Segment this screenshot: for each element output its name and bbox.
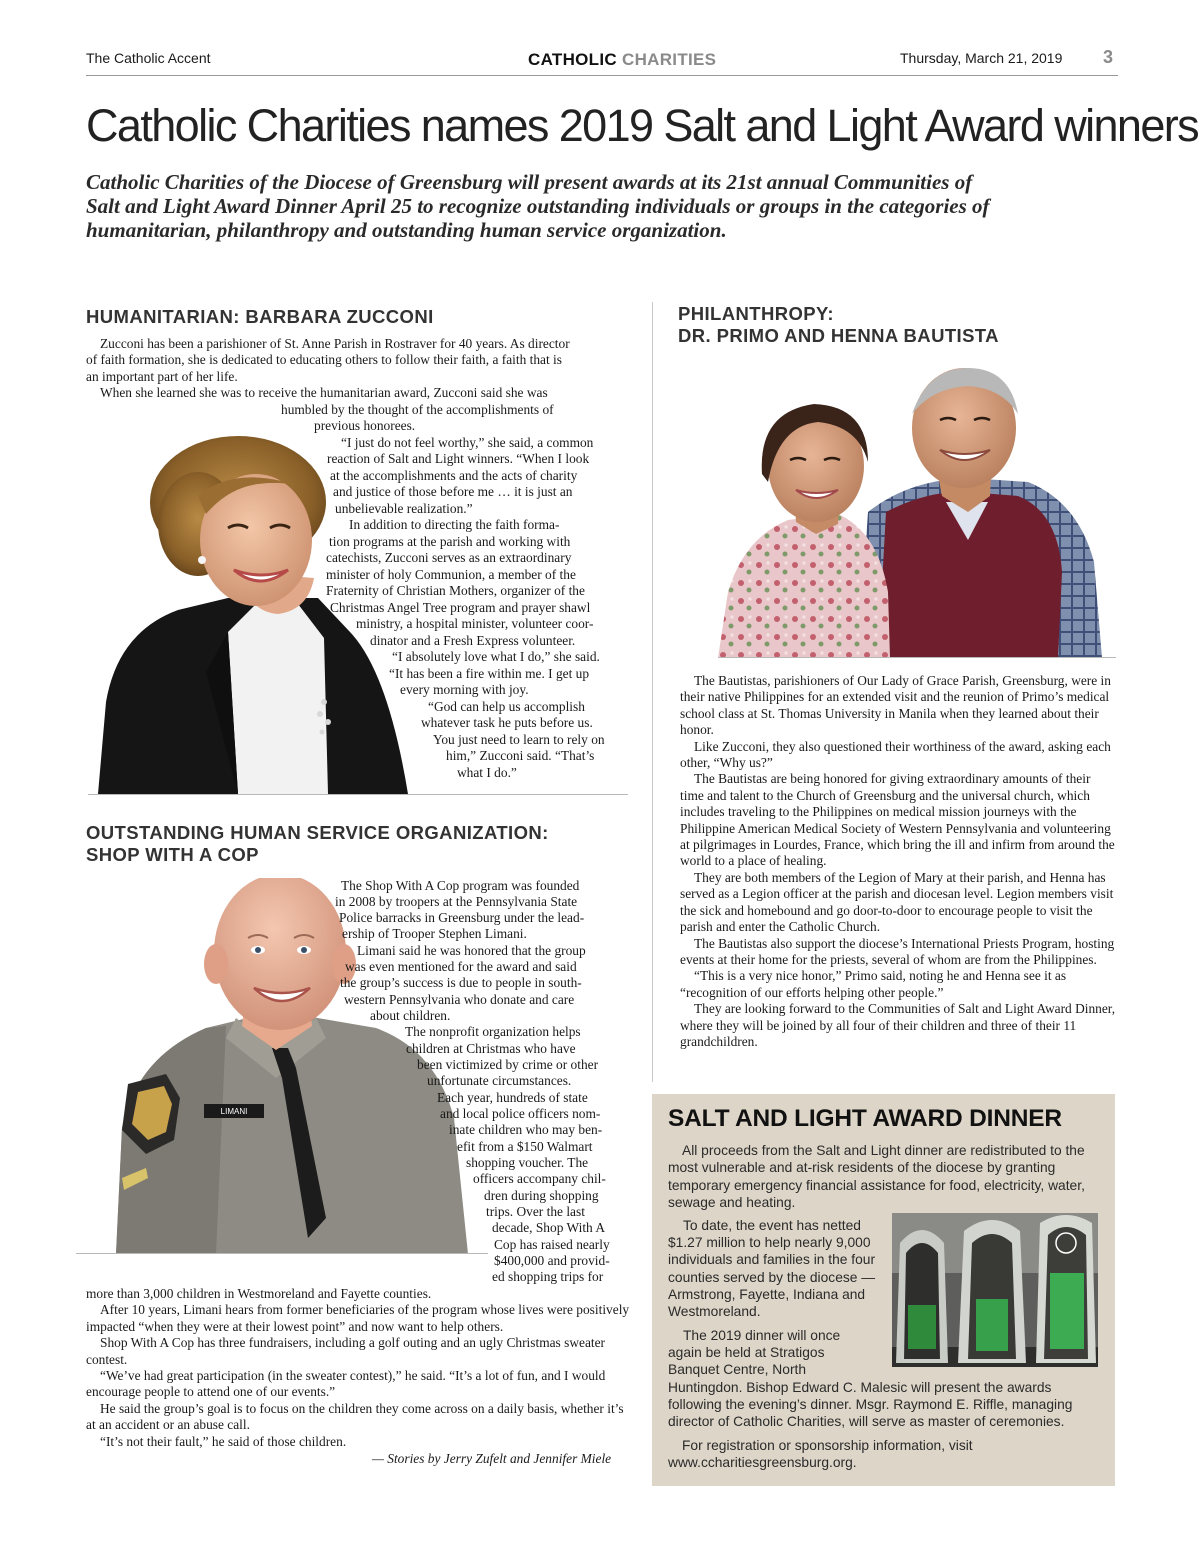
organization-line: trips. Over the last [486, 1204, 585, 1219]
philanthropy-paragraph: “This is a very nice honor,” Primo said, noting he and Henna see it as “recognition of our efforts helping other people.” [680, 968, 1067, 1000]
humanitarian-line: “God can help us accomplish [428, 699, 585, 714]
organization-continued [86, 1286, 632, 1450]
sidebar-title: SALT AND LIGHT AWARD DINNER [668, 1105, 1062, 1132]
name-tag-text: LIMANI [220, 1107, 248, 1116]
organization-paragraph: Shop With A Cop has three fundraisers, including a golf outing and an ugly Christmas sweater contest. [86, 1335, 606, 1367]
humanitarian-line: whatever task he puts before us. [421, 715, 593, 730]
philanthropy-photo-rule [718, 657, 1116, 658]
humanitarian-line: every morning with joy. [400, 682, 529, 697]
organization-paragraph: After 10 years, Limani hears from former beneficiaries of the program whose lives were positively impacted “when they were at their lowest point” and now want to help others. [86, 1302, 630, 1334]
philanthropy-paragraph: Like Zucconi, they also questioned their worthiness of the award, asking each other, “Why us?” [680, 738, 1111, 771]
organization-line: western Pennsylvania who donate and care [344, 992, 575, 1007]
sidebar-p2-line: $1.27 million to help nearly 9,000 [668, 1235, 871, 1250]
organization-line: Each year, hundreds of state [437, 1090, 588, 1105]
organization-line: been victimized by crime or other [417, 1057, 599, 1072]
organization-line: officers accompany chil- [473, 1171, 606, 1186]
humanitarian-line: humbled by the thought of the accomplishments of [281, 402, 554, 417]
organization-line: efit from a $150 Walmart [457, 1139, 593, 1154]
philanthropy-paragraph: They are looking forward to the Communities of Salt and Light Award Dinner, where they will be joined by all four of their children and three of their 11 grandchildren. [680, 1001, 1116, 1049]
issue-date: Thursday, March 21, 2019 [900, 50, 1063, 66]
organization-line: about children. [370, 1008, 451, 1023]
humanitarian-line: Christmas Angel Tree program and prayer shawl [330, 600, 591, 615]
section-label [528, 50, 716, 70]
humanitarian-line: reaction of Salt and Light winners. “When I look [327, 451, 590, 466]
organization-line: dren during shopping [484, 1188, 599, 1203]
byline: — Stories by Jerry Zufelt and Jennifer Miele [372, 1451, 612, 1466]
organization-line: was even mentioned for the award and said [345, 959, 577, 974]
humanitarian-line: You just need to learn to rely on [433, 732, 605, 747]
column-divider [652, 302, 653, 1082]
organization-line: and local police officers nom- [440, 1106, 601, 1121]
sidebar-p2-line: Westmoreland. [668, 1304, 761, 1319]
organization-line: inate children who may ben- [449, 1122, 603, 1137]
humanitarian-line: ministry, a hospital minister, volunteer coor- [356, 616, 594, 631]
humanitarian-line: of faith formation, she is dedicated to educating others to follow their faith, a faith that is [86, 352, 562, 367]
organization-line: The Shop With A Cop program was founded [341, 878, 580, 893]
sidebar-paragraph-1 [668, 1142, 1100, 1211]
organization-line: Limani said he was honored that the group [357, 943, 586, 958]
section-label-a: CATHOLIC [528, 50, 617, 69]
sidebar-p1: All proceeds from the Salt and Light dinner are redistributed to the most vulnerable and at-risk residents of the diocese by granting temporary emergency financial assistance for food, electricity, water, sewage and heating. [668, 1143, 1085, 1210]
humanitarian-line: In addition to directing the faith forma- [349, 517, 560, 532]
humanitarian-line: “I just do not feel worthy,” she said, a common [341, 435, 594, 450]
humanitarian-line: tion programs at the parish and working with [329, 534, 571, 549]
organization-paragraph: “We’ve had great participation (in the sweater contest),” he said. “It’s a lot of fun, and I would encourage people to attend one of our events.” [86, 1368, 606, 1400]
humanitarian-line: “It has been a fire within me. I get up [389, 666, 590, 681]
philanthropy-paragraph: They are both members of the Legion of Mary at their parish, and Henna has served as a Legion officer at the parish and diocesan level. Legion members visit the sick and homebound and go door-to-door to encourage people to visit the parish and enter the Catholic Church. [680, 869, 1114, 935]
organization-paragraph: He said the group’s goal is to focus on the children they come across on a daily basis, whether it’s at an accident or an abuse call. [86, 1400, 624, 1433]
philanthropy-heading-line1: PHILANTHROPY: [678, 303, 834, 324]
philanthropy-body [680, 673, 1116, 1050]
organization-line: shopping voucher. The [466, 1155, 589, 1170]
organization-line: ership of Trooper Stephen Limani. [342, 926, 527, 941]
philanthropy-paragraph: The Bautistas also support the diocese’s International Priests Program, hosting events at their home for the priests, several of whom are from the Philippines. [680, 935, 1115, 967]
humanitarian-line: previous honorees. [314, 418, 416, 433]
sidebar-p2-line: To date, the event has netted [683, 1218, 861, 1233]
humanitarian-line: minister of holy Communion, a member of the [326, 567, 576, 582]
sidebar-p3-line: Banquet Centre, North [668, 1362, 807, 1377]
sidebar-p2-line: Armstrong, Fayette, Indiana and [668, 1287, 866, 1302]
organization-heading-line1: OUTSTANDING HUMAN SERVICE ORGANIZATION: [86, 822, 549, 843]
organization-paragraph: “It’s not their fault,” he said of those children. [100, 1433, 347, 1449]
humanitarian-rule [88, 794, 628, 795]
deck-text: Catholic Charities of the Diocese of Greensburg will present awards at its 21st annual Communities of Salt and Light Award Dinner April 25 to recognize outstanding individuals or groups in the categories of humanitarian, philanthropy and outstanding human service organization. [86, 170, 990, 242]
philanthropy-paragraph: The Bautistas are being honored for giving extraordinary amounts of their time and talent to the Church of Greensburg and the universal church, which includes traveling to the Philippines on medical mission journeys with the Philippine American Medical Society of Western Pennsylvania and volunteering at pilgrimages in Lourdes, France, which bring the ill and infirm from around the world to a place of healing. [680, 771, 1115, 869]
humanitarian-line: Fraternity of Christian Mothers, organizer of the [326, 583, 585, 598]
philanthropy-paragraph: The Bautistas, parishioners of Our Lady of Grace Parish, Greensburg, were in their native Philippines for an extended visit and the reunion of Primo’s medical school class at St. Thomas University in Manila when they learned about their honor. [680, 673, 1111, 738]
organization-paragraph: more than 3,000 children in Westmoreland and Fayette counties. [86, 1286, 432, 1301]
organization-line: $400,000 and provid- [494, 1253, 610, 1268]
organization-line: Police barracks in Greensburg under the lead- [339, 910, 585, 925]
philanthropy-heading [678, 303, 999, 347]
sidebar-p3-line: again be held at Stratigos [668, 1345, 825, 1360]
humanitarian-line: When she learned she was to receive the humanitarian award, Zucconi said she was [100, 385, 548, 400]
organization-line: Cop has raised nearly [494, 1237, 610, 1252]
publication-name: The Catholic Accent [86, 50, 211, 66]
organization-heading [86, 822, 549, 866]
organization-line: decade, Shop With A [492, 1220, 606, 1235]
humanitarian-line: “I absolutely love what I do,” she said. [392, 649, 600, 664]
humanitarian-line: and justice of those before me … it is just an [333, 484, 573, 499]
philanthropy-heading-line2: DR. PRIMO AND HENNA BAUTISTA [678, 325, 999, 346]
page-headline: Catholic Charities names 2019 Salt and Light Award winners [86, 100, 1199, 151]
humanitarian-line: unbelievable realization.” [335, 501, 473, 516]
organization-line: ed shopping trips for [492, 1269, 604, 1284]
humanitarian-line: him,” Zucconi said. “That’s [446, 748, 595, 763]
humanitarian-line: an important part of her life. [86, 369, 238, 384]
sidebar-p4: For registration or sponsorship information, visit www.ccharitiesgreensburg.org. [668, 1438, 973, 1471]
sidebar-p3-line: director of Catholic Charities, will serve as master of ceremonies. [668, 1414, 1065, 1429]
organization-line: children at Christmas who have [406, 1041, 576, 1056]
organization-heading-line2: SHOP WITH A COP [86, 844, 259, 865]
humanitarian-line: dinator and a Fresh Express volunteer. [370, 633, 576, 648]
organization-line: unfortunate circumstances. [427, 1073, 572, 1088]
sidebar-p2-line: counties served by the diocese — [668, 1270, 876, 1285]
sidebar-p2-line: individuals and families in the four [668, 1252, 876, 1267]
humanitarian-line: what I do.” [457, 765, 517, 780]
sidebar-p3-line: The 2019 dinner will once [683, 1328, 841, 1343]
humanitarian-line: catechists, Zucconi serves as an extraordinary [326, 550, 572, 565]
header-rule [86, 75, 1118, 76]
organization-line: in 2008 by troopers at the Pennsylvania State [335, 894, 578, 909]
organization-line: The nonprofit organization helps [405, 1024, 581, 1039]
bautista-photo [718, 362, 1114, 658]
organization-photo-rule [76, 1253, 488, 1254]
page-number: 3 [1103, 47, 1114, 67]
humanitarian-heading: HUMANITARIAN: BARBARA ZUCCONI [86, 306, 434, 327]
sidebar-p3-line: Huntingdon. Bishop Edward C. Malesic will present the awards [668, 1380, 1052, 1395]
organization-line: the group’s success is due to people in south- [340, 975, 582, 990]
trophies-photo [892, 1213, 1098, 1367]
humanitarian-line: Zucconi has been a parishioner of St. Anne Parish in Rostraver for 40 years. As director [100, 336, 570, 351]
section-label-b: CHARITIES [622, 50, 717, 69]
humanitarian-line: at the accomplishments and the acts of charity [330, 468, 578, 483]
sidebar-paragraph-4 [668, 1437, 1098, 1472]
sidebar-p3-line: following the evening’s dinner. Msgr. Raymond E. Riffle, managing [668, 1397, 1073, 1412]
